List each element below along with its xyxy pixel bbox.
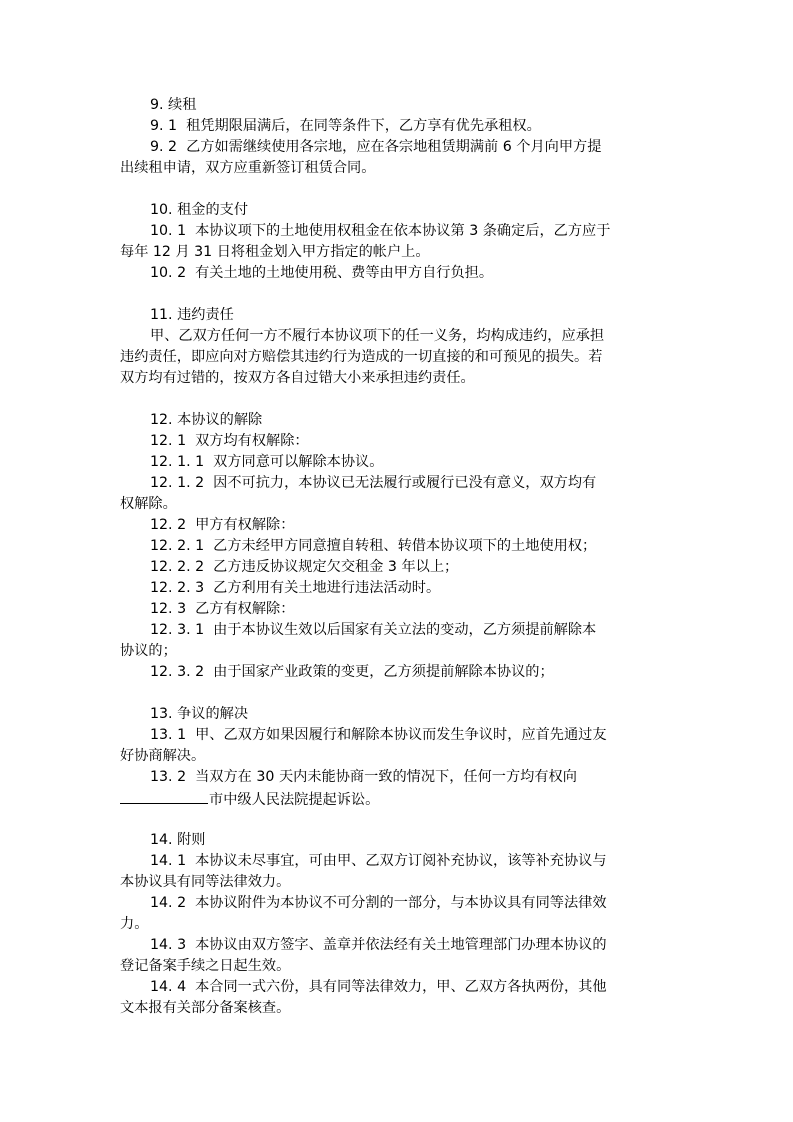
spacer [120, 809, 675, 830]
clause-12-2-1: 12. 2. 1 乙方未经甲方同意擅自转租、转借本协议项下的土地使用权； [150, 538, 597, 554]
clause-14-1-continued: 本协议具有同等法律效力。 [120, 874, 291, 890]
paragraph-continued: 双方均有过错的，按双方各自过错大小来承担违约责任。 [120, 370, 475, 386]
spacer [120, 389, 675, 410]
clause-12-3-1: 12. 3. 1 由于本协议生效以后国家有关立法的变动，乙方须提前解除本 [150, 622, 597, 638]
clause-14-3: 14. 3 本协议由双方签字、盖章并依法经有关土地管理部门办理本协议的 [150, 937, 607, 953]
section-heading: 10. 租金的支付 [150, 202, 249, 218]
clause-14-1: 14. 1 本协议未尽事宜，可由甲、乙双方订阅补充协议，该等补充协议与 [150, 853, 607, 869]
clause-13-1: 13. 1 甲、乙双方如果因履行和解除本协议而发生争议时，应首先通过友 [150, 727, 607, 743]
clause-14-2: 14. 2 本协议附件为本协议不可分割的一部分，与本协议具有同等法律效 [150, 895, 607, 911]
spacer [120, 683, 675, 704]
spacer [120, 179, 675, 200]
clause-12-1-2: 12. 1. 2 因不可抗力，本协议已无法履行或履行已没有意义，双方均有 [150, 475, 597, 491]
clause-14-4: 14. 4 本合同一式六份，具有同等法律效力，甲、乙双方各执两份，其他 [150, 979, 607, 995]
paragraph-continued: 违约责任，即应向对方赔偿其违约行为造成的一切直接的和可预见的损失。若 [120, 349, 603, 365]
clause-10-2: 10. 2 有关土地的土地使用税、费等由甲方自行负担。 [150, 265, 494, 281]
clause-12-1-1: 12. 1. 1 双方同意可以解除本协议。 [150, 454, 384, 470]
clause-13-2-continued [120, 788, 675, 809]
clause-12-2-3: 12. 2. 3 乙方利用有关土地进行违法活动时。 [150, 580, 441, 596]
clause-14-4-continued: 文本报有关部分备案核查。 [120, 1000, 291, 1016]
clause-12-2: 12. 2 甲方有权解除： [150, 517, 295, 533]
document-body [120, 95, 675, 1019]
section-11 [120, 305, 675, 389]
clause-12-2-2: 12. 2. 2 乙方违反协议规定欠交租金 3 年以上； [150, 559, 459, 575]
clause-12-3: 12. 3 乙方有权解除： [150, 601, 295, 617]
clause-13-1-continued: 好协商解决。 [120, 748, 206, 764]
section-heading: 12. 本协议的解除 [150, 412, 263, 428]
clause-9-2-continued: 出续租申请，双方应重新签订租赁合同。 [120, 160, 376, 176]
section-heading: 13. 争议的解决 [150, 706, 249, 722]
clause-12-3-2: 12. 3. 2 由于国家产业政策的变更，乙方须提前解除本协议的； [150, 664, 554, 680]
section-heading: 14. 附则 [150, 832, 206, 848]
section-14 [120, 830, 675, 1019]
clause-10-1-continued: 每年 12 月 31 日将租金划入甲方指定的帐户上。 [120, 244, 430, 260]
clause-9-2: 9. 2 乙方如需继续使用各宗地，应在各宗地租赁期满前 6 个月向甲方提 [150, 139, 602, 155]
clause-14-3-continued: 登记备案手续之日起生效。 [120, 958, 291, 974]
clause-14-2-continued: 力。 [120, 916, 149, 932]
clause-13-2: 13. 2 当双方在 30 天内未能协商一致的情况下，任何一方均有权向 [150, 769, 577, 785]
section-heading: 9. 续租 [150, 97, 197, 113]
clause-12-1: 12. 1 双方均有权解除： [150, 433, 309, 449]
spacer [120, 284, 675, 305]
clause-12-3-1-continued: 协议的； [120, 643, 177, 659]
section-10 [120, 200, 675, 284]
clause-9-1: 9. 1 租凭期限届满后，在同等条件下，乙方享有优先承租权。 [150, 118, 541, 134]
section-13 [120, 704, 675, 809]
clause-12-1-2-continued: 权解除。 [120, 496, 177, 512]
paragraph: 甲、乙双方任何一方不履行本协议项下的任一义务，均构成违约，应承担 [150, 328, 605, 344]
section-9 [120, 95, 675, 179]
section-heading: 11. 违约责任 [150, 307, 234, 323]
court-text: 市中级人民法院提起诉讼。 [209, 792, 380, 808]
clause-10-1: 10. 1 本协议项下的土地使用权租金在依本协议第 3 条确定后，乙方应于 [150, 223, 611, 239]
section-12 [120, 410, 675, 683]
fill-in-blank [120, 788, 208, 804]
